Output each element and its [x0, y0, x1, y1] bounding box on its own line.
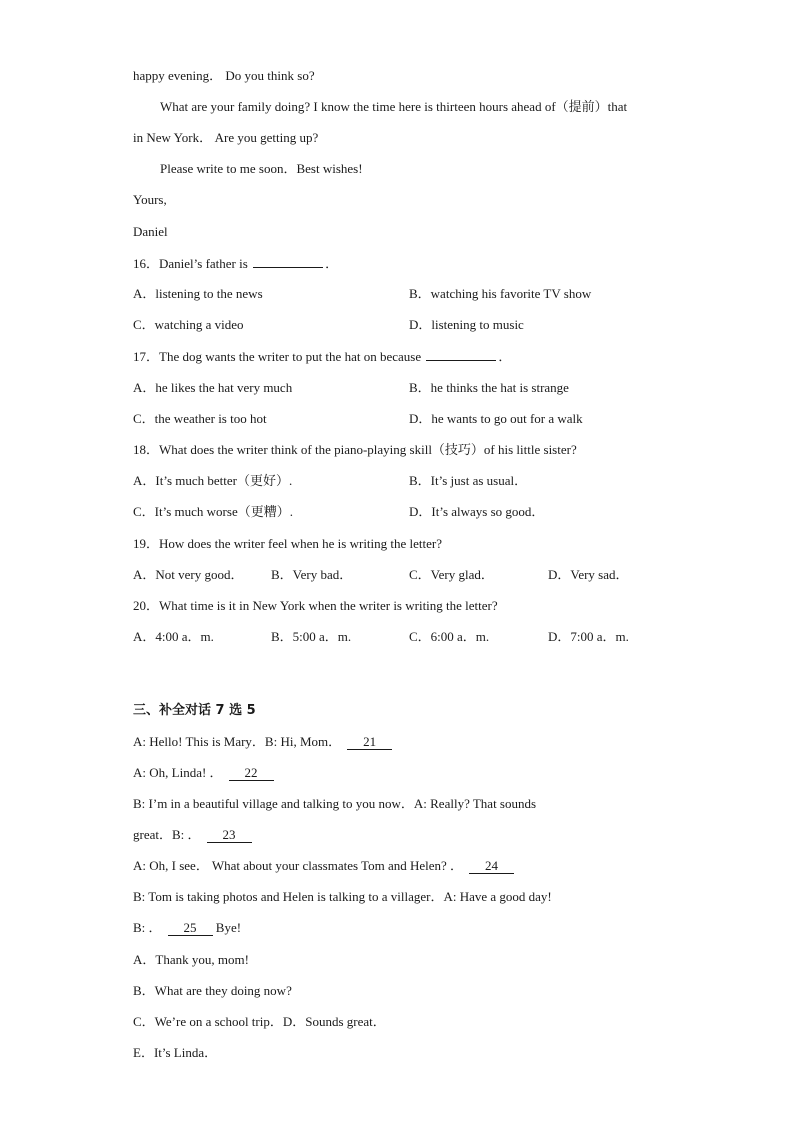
dialogue-line-2: [133, 765, 274, 781]
answer-blank: [253, 255, 323, 268]
question-16-option-a: A．listening to the news: [133, 286, 263, 301]
question-18-option-c: C．It’s much worse（更糟）.: [133, 504, 293, 519]
letter-line-3: in New York． Are you getting up?: [133, 130, 319, 145]
question-18-option-a: A．It’s much better（更好）.: [133, 473, 293, 488]
question-17-option-c: C．the weather is too hot: [133, 411, 267, 426]
question-17-option-d: D．he wants to go out for a walk: [409, 411, 583, 426]
question-19-stem: 19．How does the writer feel when he is writing the letter?: [133, 536, 443, 551]
dialogue-line-7-text: B: ．: [133, 920, 162, 935]
choice-e: E．It’s Linda．: [133, 1045, 218, 1060]
dialogue-line-1-text: A: Hello! This is Mary．B: Hi, Mom．: [133, 734, 342, 749]
question-19-option-b: B．Very bad．: [271, 567, 353, 582]
section-heading: 三、补全对话 7 选 5: [133, 703, 256, 718]
answer-blank: [426, 348, 496, 361]
blank-21: 21: [347, 735, 392, 750]
question-16-option-b: B．watching his favorite TV show: [409, 286, 592, 301]
blank-22: 22: [229, 766, 274, 781]
dialogue-line-4: [133, 827, 252, 843]
choice-c-d: C．We’re on a school trip．D．Sounds great．: [133, 1014, 386, 1029]
question-19-option-a: A．Not very good．: [133, 567, 244, 582]
letter-line-4: Please write to me soon．Best wishes!: [160, 161, 363, 176]
question-16-stem: [133, 255, 338, 272]
question-17-stem-end: ．: [498, 349, 512, 364]
question-20-option-d: D．7:00 a．m.: [548, 629, 629, 644]
question-17-option-b: B．he thinks the hat is strange: [409, 380, 569, 395]
dialogue-line-7-end: Bye!: [215, 920, 242, 935]
dialogue-line-5: [133, 858, 514, 874]
question-17-stem-text: 17．The dog wants the writer to put the hat on because: [133, 349, 422, 364]
letter-line-2: What are your family doing? I know the time here is thirteen hours ahead of（提前）that: [160, 99, 628, 114]
dialogue-line-7: [133, 920, 241, 936]
dialogue-line-6: B: Tom is taking photos and Helen is talking to a villager．A: Have a good day!: [133, 889, 552, 904]
question-20-option-b: B．5:00 a．m.: [271, 629, 352, 644]
question-19-option-d: D．Very sad．: [548, 567, 629, 582]
question-18-option-b: B．It’s just as usual．: [409, 473, 528, 488]
question-16-stem-text: 16．Daniel’s father is: [133, 256, 248, 271]
letter-signature: Daniel: [133, 224, 168, 239]
question-17-option-a: A．he likes the hat very much: [133, 380, 293, 395]
dialogue-line-3: B: I’m in a beautiful village and talking to you now．A: Really? That sounds: [133, 796, 537, 811]
question-20-option-a: A．4:00 a．m.: [133, 629, 214, 644]
question-20-option-c: C．6:00 a．m.: [409, 629, 490, 644]
choice-a: A．Thank you, mom!: [133, 952, 249, 967]
dialogue-line-1: [133, 734, 392, 750]
blank-25: 25: [168, 921, 213, 936]
question-19-option-c: C．Very glad．: [409, 567, 494, 582]
question-16-stem-end: ．: [325, 256, 339, 271]
blank-23: 23: [207, 828, 252, 843]
dialogue-line-4-text: great．B: ．: [133, 827, 201, 842]
letter-line-1: happy evening． Do you think so?: [133, 68, 315, 83]
question-17-stem: [133, 348, 511, 365]
blank-24: 24: [469, 859, 514, 874]
question-18-stem: 18．What does the writer think of the piano-playing skill（技巧）of his little sister?: [133, 442, 577, 457]
choice-b: B．What are they doing now?: [133, 983, 292, 998]
question-16-option-d: D．listening to music: [409, 317, 524, 332]
question-16-option-c: C．watching a video: [133, 317, 244, 332]
question-18-option-d: D．It’s always so good．: [409, 504, 545, 519]
dialogue-line-2-text: A: Oh, Linda! ．: [133, 765, 223, 780]
letter-closing: Yours,: [133, 192, 167, 207]
dialogue-line-5-text: A: Oh, I see． What about your classmates Tom and Helen? ．: [133, 858, 464, 873]
question-20-stem: 20．What time is it in New York when the writer is writing the letter?: [133, 598, 498, 613]
